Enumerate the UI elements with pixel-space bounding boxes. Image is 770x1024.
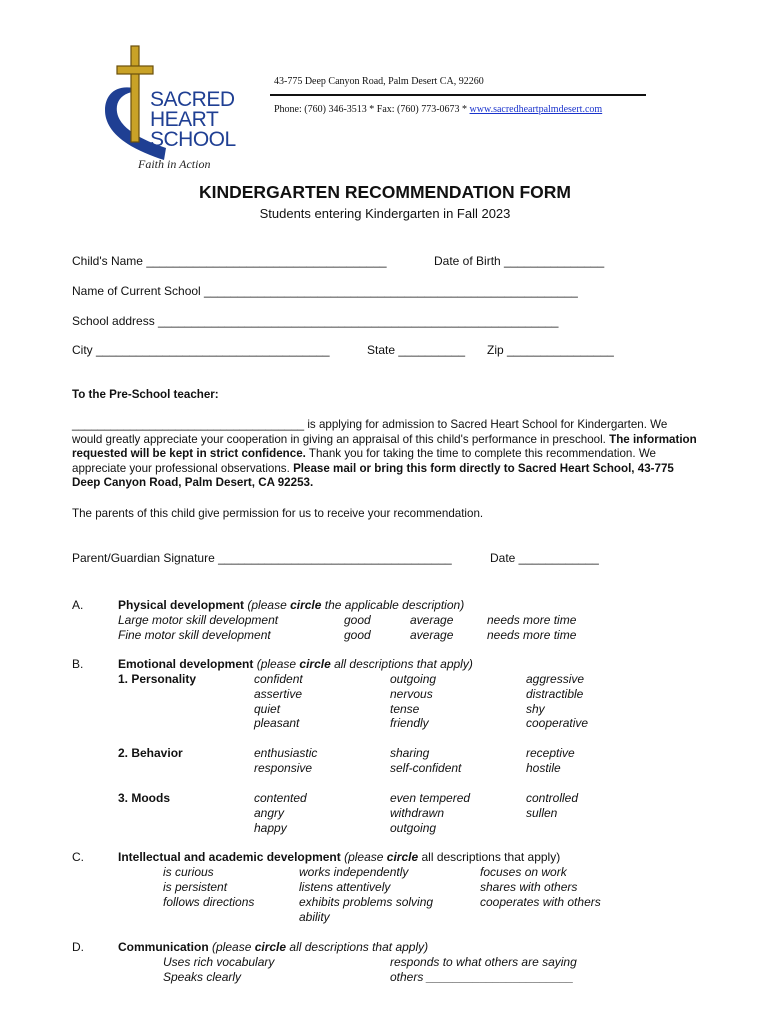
- section-c-note-open: (please: [340, 850, 387, 864]
- phone-fax: Phone: (760) 346-3513 * Fax: (760) 773-0673 *: [274, 104, 470, 115]
- section-c-heading: [118, 850, 560, 864]
- section-c-title: Intellectual and academic development: [118, 850, 341, 864]
- behavior-option[interactable]: self-confident: [390, 761, 462, 775]
- academic-option[interactable]: works independently: [299, 865, 409, 879]
- website-link[interactable]: www.sacredheartpalmdesert.com: [469, 104, 603, 115]
- section-b-note-circle: circle: [299, 657, 331, 671]
- moods-option[interactable]: controlled: [526, 791, 579, 805]
- logo-word-heart: HEART: [150, 108, 219, 131]
- behavior-option[interactable]: sharing: [390, 746, 430, 760]
- personality-option[interactable]: confident: [254, 672, 303, 686]
- academic-option[interactable]: is persistent: [163, 880, 228, 894]
- academic-option[interactable]: is curious: [163, 865, 214, 879]
- academic-option[interactable]: focuses on work: [480, 865, 567, 879]
- personality-option[interactable]: cooperative: [526, 716, 589, 730]
- section-a-heading: [118, 598, 464, 612]
- academic-option[interactable]: listens attentively: [299, 880, 391, 894]
- behavior-option[interactable]: responsive: [254, 761, 313, 775]
- communication-option[interactable]: Uses rich vocabulary: [163, 955, 275, 969]
- academic-option[interactable]: exhibits problems solving: [299, 895, 434, 909]
- academic-option[interactable]: follows directions: [163, 895, 255, 909]
- form-title: KINDERGARTEN RECOMMENDATION FORM: [198, 182, 572, 202]
- communication-other-field[interactable]: others ______________________: [390, 970, 574, 984]
- dob-field[interactable]: Date of Birth _______________: [434, 254, 605, 268]
- salutation: To the Pre-School teacher:: [72, 388, 219, 401]
- section-c-letter: C.: [72, 850, 84, 864]
- gross-motor-good-option[interactable]: good: [344, 613, 371, 627]
- section-d-note-circle: circle: [254, 940, 287, 954]
- moods-label: 3. Moods: [118, 791, 171, 805]
- personality-label: 1. Personality: [118, 672, 197, 686]
- fine-motor-good-option[interactable]: good: [344, 628, 371, 642]
- child-name-field[interactable]: Child's Name ____________________________________: [72, 254, 387, 268]
- section-d-letter: D.: [72, 940, 84, 954]
- zip-field[interactable]: Zip ________________: [487, 343, 614, 357]
- behavior-option[interactable]: enthusiastic: [254, 746, 318, 760]
- fine-motor-label: Fine motor skill development: [118, 628, 271, 642]
- fine-motor-needs-time-option[interactable]: needs more time: [487, 628, 577, 642]
- personality-option[interactable]: friendly: [390, 716, 429, 730]
- section-a-note-close: the applicable description): [321, 598, 465, 612]
- section-b-note-open: (please: [253, 657, 300, 671]
- section-c-note-close: all descriptions that apply): [418, 850, 561, 864]
- academic-option[interactable]: shares with others: [480, 880, 578, 894]
- section-a-note-open: (please: [244, 598, 291, 612]
- personality-option[interactable]: outgoing: [390, 672, 437, 686]
- moods-option[interactable]: angry: [254, 806, 285, 820]
- school-address-field[interactable]: School address ____________________________________________________________: [72, 314, 559, 328]
- school-logo: [100, 44, 250, 174]
- communication-option[interactable]: Speaks clearly: [163, 970, 242, 984]
- signature-date-field[interactable]: Date ____________: [490, 551, 599, 565]
- gross-motor-needs-time-option[interactable]: needs more time: [487, 613, 577, 627]
- logo-tagline: Faith in Action: [138, 157, 211, 171]
- section-c-note-circle: circle: [386, 850, 419, 864]
- logo-word-school: SCHOOL: [150, 128, 236, 151]
- permission-statement: The parents of this child give permission for us to receive your recommendation.: [72, 507, 484, 520]
- header-divider: [270, 94, 646, 96]
- personality-option[interactable]: distractible: [526, 687, 584, 701]
- school-contact: [274, 104, 602, 115]
- section-b-title: Emotional development: [118, 657, 254, 671]
- section-d-note-open: (please: [208, 940, 255, 954]
- section-b-letter: B.: [72, 657, 84, 671]
- state-field[interactable]: State __________: [367, 343, 466, 357]
- personality-option[interactable]: pleasant: [254, 716, 300, 730]
- behavior-label: 2. Behavior: [118, 746, 183, 760]
- communication-option[interactable]: responds to what others are saying: [390, 955, 577, 969]
- section-d-heading: [118, 940, 428, 954]
- section-a-note-circle: circle: [290, 598, 322, 612]
- moods-option[interactable]: even tempered: [390, 791, 471, 805]
- personality-option[interactable]: aggressive: [526, 672, 585, 686]
- mailing-instructions: Please mail or bring this form directly to Sacred Heart School, 43-775 Deep Canyon Road, Palm Desert, CA 92253.: [72, 461, 674, 490]
- letter-text-2: Thank you for taking the time to complete this recommendation. We appreciate your professional observations.: [72, 447, 657, 475]
- personality-option[interactable]: nervous: [390, 687, 433, 701]
- section-b-heading: [118, 657, 473, 671]
- moods-option[interactable]: sullen: [526, 806, 558, 820]
- section-a-title: Physical development: [118, 598, 245, 612]
- confidentiality-note: The information requested will be kept in strict confidence.: [72, 432, 697, 461]
- section-a-letter: A.: [72, 598, 84, 612]
- school-address: 43-775 Deep Canyon Road, Palm Desert CA, 92260: [274, 76, 484, 87]
- academic-option[interactable]: ability: [299, 910, 330, 924]
- personality-option[interactable]: assertive: [254, 687, 303, 701]
- logo-word-sacred: SACRED: [150, 88, 235, 111]
- moods-option[interactable]: withdrawn: [390, 806, 445, 820]
- behavior-option[interactable]: hostile: [526, 761, 561, 775]
- behavior-option[interactable]: receptive: [526, 746, 575, 760]
- gross-motor-label: Large motor skill development: [118, 613, 279, 627]
- moods-option[interactable]: happy: [254, 821, 287, 835]
- personality-option[interactable]: tense: [390, 702, 420, 716]
- moods-option[interactable]: contented: [254, 791, 307, 805]
- personality-option[interactable]: quiet: [254, 702, 281, 716]
- section-d-title: Communication: [118, 940, 209, 954]
- section-b-note-close: all descriptions that apply): [330, 657, 473, 671]
- signature-field[interactable]: Parent/Guardian Signature ___________________________________: [72, 551, 452, 565]
- personality-option[interactable]: shy: [526, 702, 545, 716]
- letter-text-1: ____________________________________ is applying for admission to Sacred Heart School for Kindergarten. We would greatly appreciate your cooperation in giving an appraisal of this child's performance in preschool.: [72, 418, 668, 446]
- current-school-field[interactable]: Name of Current School ________________________________________________________: [72, 284, 578, 298]
- city-field[interactable]: City ___________________________________: [72, 343, 330, 357]
- section-d-note-close: all descriptions that apply): [286, 940, 429, 954]
- gross-motor-average-option[interactable]: average: [410, 613, 454, 627]
- academic-option[interactable]: cooperates with others: [480, 895, 601, 909]
- letter-paragraph: [72, 418, 700, 491]
- form-subtitle: Students entering Kindergarten in Fall 2023: [259, 206, 511, 221]
- fine-motor-average-option[interactable]: average: [410, 628, 454, 642]
- moods-option[interactable]: outgoing: [390, 821, 437, 835]
